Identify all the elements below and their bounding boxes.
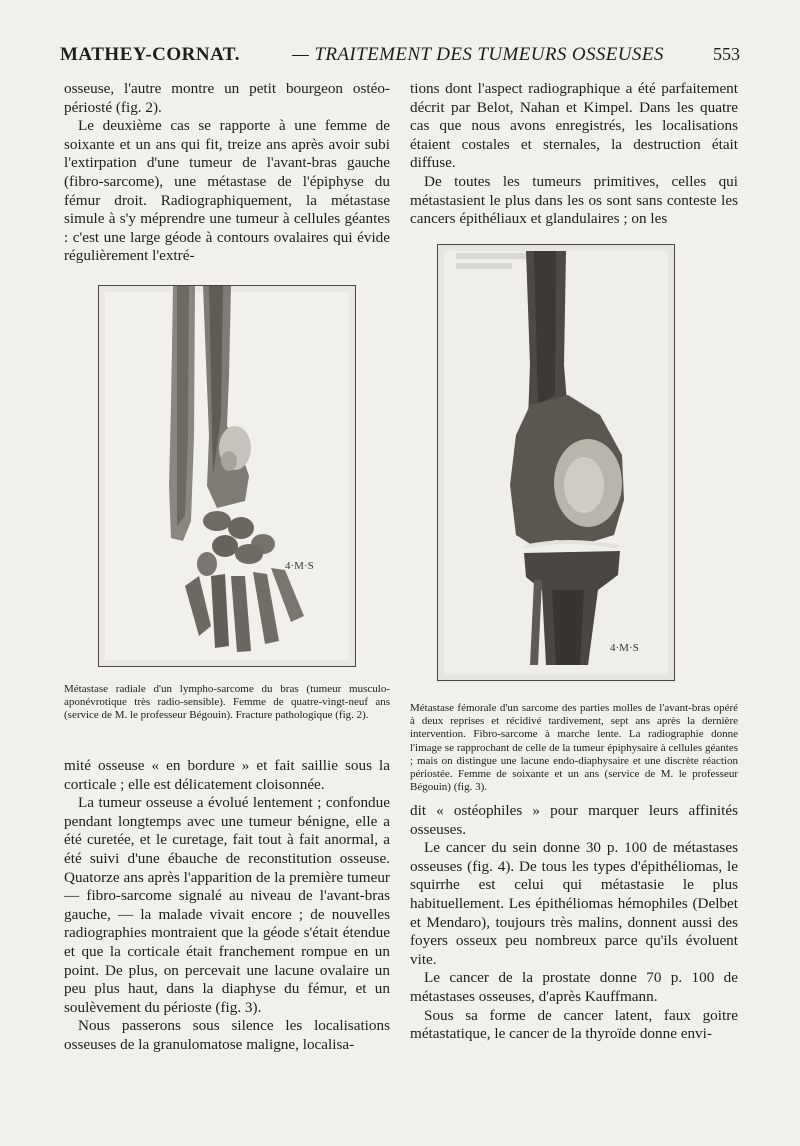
paragraph: dit « ostéophiles » pour marquer leurs affinités osseuses. — [410, 802, 738, 838]
header-title: — TRAITEMENT DES TUMEURS OSSEUSES — [292, 44, 664, 65]
left-column-top — [64, 80, 390, 266]
figure-caption: Métastase radiale d'un lympho-sarcome du bras (tumeur musculo-aponévrotique très radio-sensible). Femme de quatre-vingt-neuf ans (service de M. le professeur Bégouin). Fracture pathologique (fig. 2). — [64, 683, 390, 722]
knee-radiograph-image — [438, 245, 674, 680]
paragraph: Le cancer de la prostate donne 70 p. 100 de métastases osseuses, d'après Kauffmann. — [410, 969, 738, 1005]
right-column-top — [410, 80, 738, 229]
figure-caption: Métastase fémorale d'un sarcome des parties molles de l'avant-bras opéré à deux reprises et récidivé tardivement, sept ans après la dernière intervention. Fibro-sarcome à marche lente. La radiographie donne l'image se rapprochant de celle de la tumeur épiphysaire à cellules géantes ; mais on distingue une lacune endo-diaphysaire et une discrète réaction périostée. Femme de soixante et un ans (service de M. le professeur Bégouin) (fig. 3). — [410, 702, 738, 794]
left-column-bottom — [64, 757, 390, 1055]
paragraph: De toutes les tumeurs primitives, celles qui métastasient le plus dans les os sont sans conteste les cancers épithéliaux et glandulaires ; on les — [410, 172, 738, 228]
paragraph: Le deuxième cas se rapporte à une femme de soixante et un ans qui fit, treize ans après avoir subi l'extirpation d'une tumeur de l'avant-bras gauche (fibro-sarcome), une métastase de l'épiphyse du fémur droit. Radiographiquement, la métastase simule à s'y méprendre une tumeur à cellules géantes : c'est une large géode à contours ovalaires qui évide régulièrement l'extré- — [64, 117, 390, 265]
paragraph: osseuse, l'autre montre un petit bourgeon ostéo-périosté (fig. 2). — [64, 80, 390, 116]
paragraph: Sous sa forme de cancer latent, faux goitre métastatique, le cancer de la thyroïde donne envi- — [410, 1006, 738, 1043]
right-column-bottom — [410, 802, 738, 1044]
figure-knee-radiograph — [437, 244, 675, 681]
paragraph: mité osseuse « en bordure » et fait saillie sous la corticale ; elle est délicatement cloisonnée. — [64, 757, 390, 793]
paragraph: tions dont l'aspect radiographique a été parfaitement décrit par Belot, Nahan et Kimpel. Dans les quatre cas que nous avons enregistrés, les localisations étaient costales et sternales, la destruction était diffuse. — [410, 80, 738, 172]
fig2-monogram: 4·M·S — [610, 642, 639, 654]
figure-wrist-radiograph — [98, 285, 356, 667]
page-number: 553 — [713, 44, 740, 64]
paragraph: La tumeur osseuse a évolué lentement ; confondue pendant longtemps avec une tumeur bénigne, elle a été curetée, et le curetage, fait tout à fait anormal, a été suivi d'une ébauche de reconstitution osseuse. Quatorze ans après l'apparition de la première tumeur — fibro-sarcome signalé au niveau de l'avant-bras gauche, — la malade vivait encore ; de nouvelles radiographies montraient que la géode s'était étendue et que la corticale était franchement rompue en un point. De plus, on percevait une lacune ovalaire un peu plus haut, dans la diaphyse du fémur, et un soulèvement du périoste (fig. 3). — [64, 794, 390, 1016]
paragraph: Le cancer du sein donne 30 p. 100 de métastases osseuses (fig. 4). De tous les types d'épithéliomas, le squirrhe est celui qui métastasie le plus habituellement. Les épithéliomas hémophiles (Delbet et Mendaro), toujours très malins, donnent aussi des foyers osseux peu nombreux parce qu'ils évoluent vite. — [410, 839, 738, 968]
paragraph: Nous passerons sous silence les localisations osseuses de la granulomatose maligne, localisa- — [64, 1017, 390, 1053]
running-header — [60, 44, 740, 68]
header-author: MATHEY-CORNAT. — [60, 44, 240, 65]
fig1-monogram: 4·M·S — [285, 560, 314, 572]
wrist-radiograph-image — [99, 286, 355, 666]
